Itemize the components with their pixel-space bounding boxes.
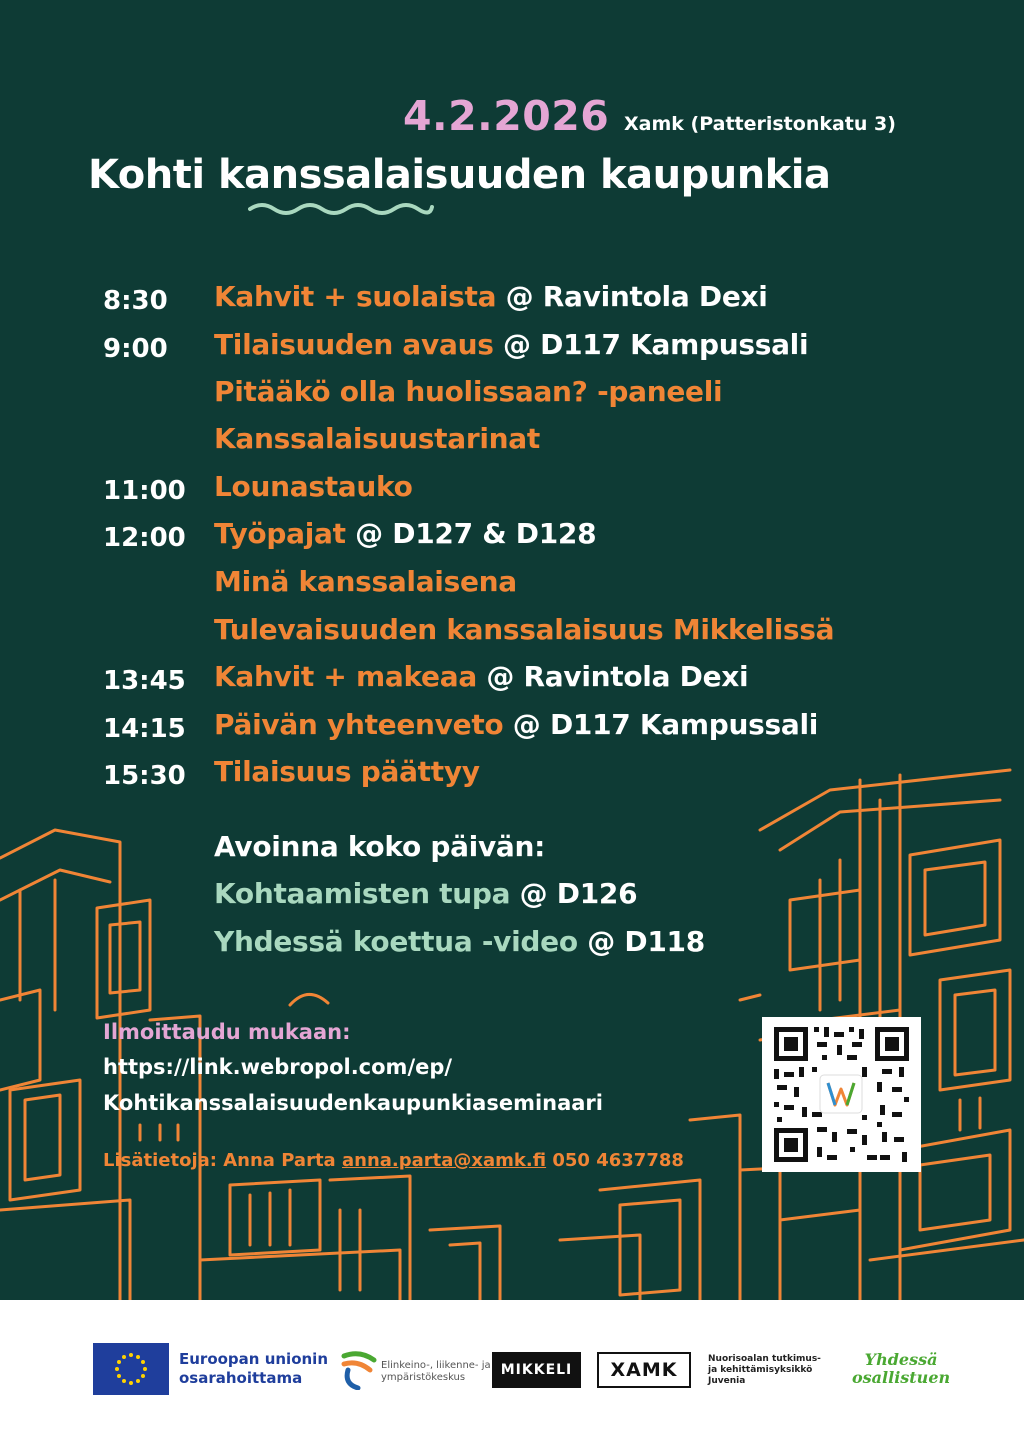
open-all-day-heading: Avoinna koko päivän: [214,830,546,863]
eu-funding-text [179,1350,328,1388]
schedule-entry [214,280,768,313]
juvenia-text-line: ja kehittämisyksikkö [708,1365,813,1375]
juvenia-logo-text [708,1354,821,1387]
schedule-title: Lounastauko [214,470,413,503]
schedule-time: 13:45 [103,666,186,696]
schedule-entry [214,565,517,598]
schedule-entry [214,375,722,408]
schedule-entry [214,755,480,788]
open-item-location: @ D118 [577,925,705,958]
registration-label: Ilmoittaudu mukaan: [103,1020,351,1044]
schedule-title: Pitääkö olla huolissaan? -paneeli [214,375,723,408]
schedule-location: @ Ravintola Dexi [476,660,749,693]
juvenia-text-line: Nuorisoalan tutkimus- [708,1354,821,1364]
eu-text-line: Euroopan unionin [179,1350,328,1368]
schedule-entry [214,613,834,646]
schedule-entry [214,708,818,741]
schedule-location: @ D117 Kampussali [493,328,809,361]
open-item-title: Yhdessä koettua -video [214,925,578,958]
schedule-entry [214,422,540,455]
title-underline-squiggle [248,200,434,216]
contact-info-label: Lisätietoja: [103,1150,217,1171]
qr-code-icon [762,1017,921,1172]
event-date: 4.2.2026 [403,92,610,140]
registration-link-line1[interactable]: https://link.webropol.com/ep/ [103,1055,453,1079]
mikkeli-logo: MIKKELI [492,1352,581,1388]
schedule-entry [214,328,808,361]
footer-logos [0,1300,1024,1448]
schedule-title: Kahvit + makeaa [214,660,477,693]
open-all-day-item [214,925,705,958]
schedule-location: @ Ravintola Dexi [496,280,768,313]
schedule-location: @ D127 & D128 [345,517,597,550]
contact-name: Anna Parta [223,1150,336,1171]
schedule-time: 14:15 [103,714,186,744]
eu-flag-icon [93,1343,169,1395]
ely-centre-logo-icon [340,1350,378,1390]
schedule-title: Tulevaisuuden kanssalaisuus Mikkelissä [214,613,835,646]
ely-text-line: ympäristökeskus [381,1372,466,1383]
ely-centre-text [381,1360,491,1384]
juvenia-text-line: Juvenia [708,1376,746,1386]
yhdessa-osallistuen-logo [852,1351,950,1387]
schedule-title: Tilaisuus päättyy [214,755,480,788]
schedule-time: 15:30 [103,761,186,791]
schedule-time: 9:00 [103,334,168,364]
schedule-title: Tilaisuuden avaus [214,328,494,361]
schedule-title: Päivän yhteenveto [214,708,504,741]
schedule-entry [214,517,596,550]
schedule-entry [214,470,413,503]
contact-info [103,1150,684,1171]
yhdessa-text-line: Yhdessä [864,1350,938,1369]
open-all-day-item [214,877,637,910]
schedule-time: 12:00 [103,523,186,553]
qr-code[interactable] [762,1017,921,1172]
schedule-entry [214,660,748,693]
eu-text-line: osarahoittama [179,1369,303,1387]
contact-email-link[interactable]: anna.parta@xamk.fi [342,1150,547,1171]
registration-link-line2[interactable]: Kohtikanssalaisuudenkaupunkiaseminaari [103,1091,603,1115]
contact-phone: 050 4637788 [552,1150,684,1171]
schedule-time: 8:30 [103,286,168,316]
schedule-title: Minä kanssalaisena [214,565,517,598]
yhdessa-text-line: osallistuen [852,1368,951,1387]
event-venue: Xamk (Patteristonkatu 3) [624,113,896,135]
schedule-location: @ D117 Kampussali [503,708,819,741]
schedule-time: 11:00 [103,476,186,506]
ely-text-line: Elinkeino-, liikenne- ja [381,1360,491,1371]
page-title: Kohti kanssalaisuuden kaupunkia [88,152,831,198]
open-item-location: @ D126 [510,877,638,910]
schedule-title: Kahvit + suolaista [214,280,497,313]
schedule-title: Työpajat [214,517,346,550]
xamk-logo: XAMK [597,1352,691,1388]
schedule-title: Kanssalaisuustarinat [214,422,540,455]
open-item-title: Kohtaamisten tupa [214,877,511,910]
